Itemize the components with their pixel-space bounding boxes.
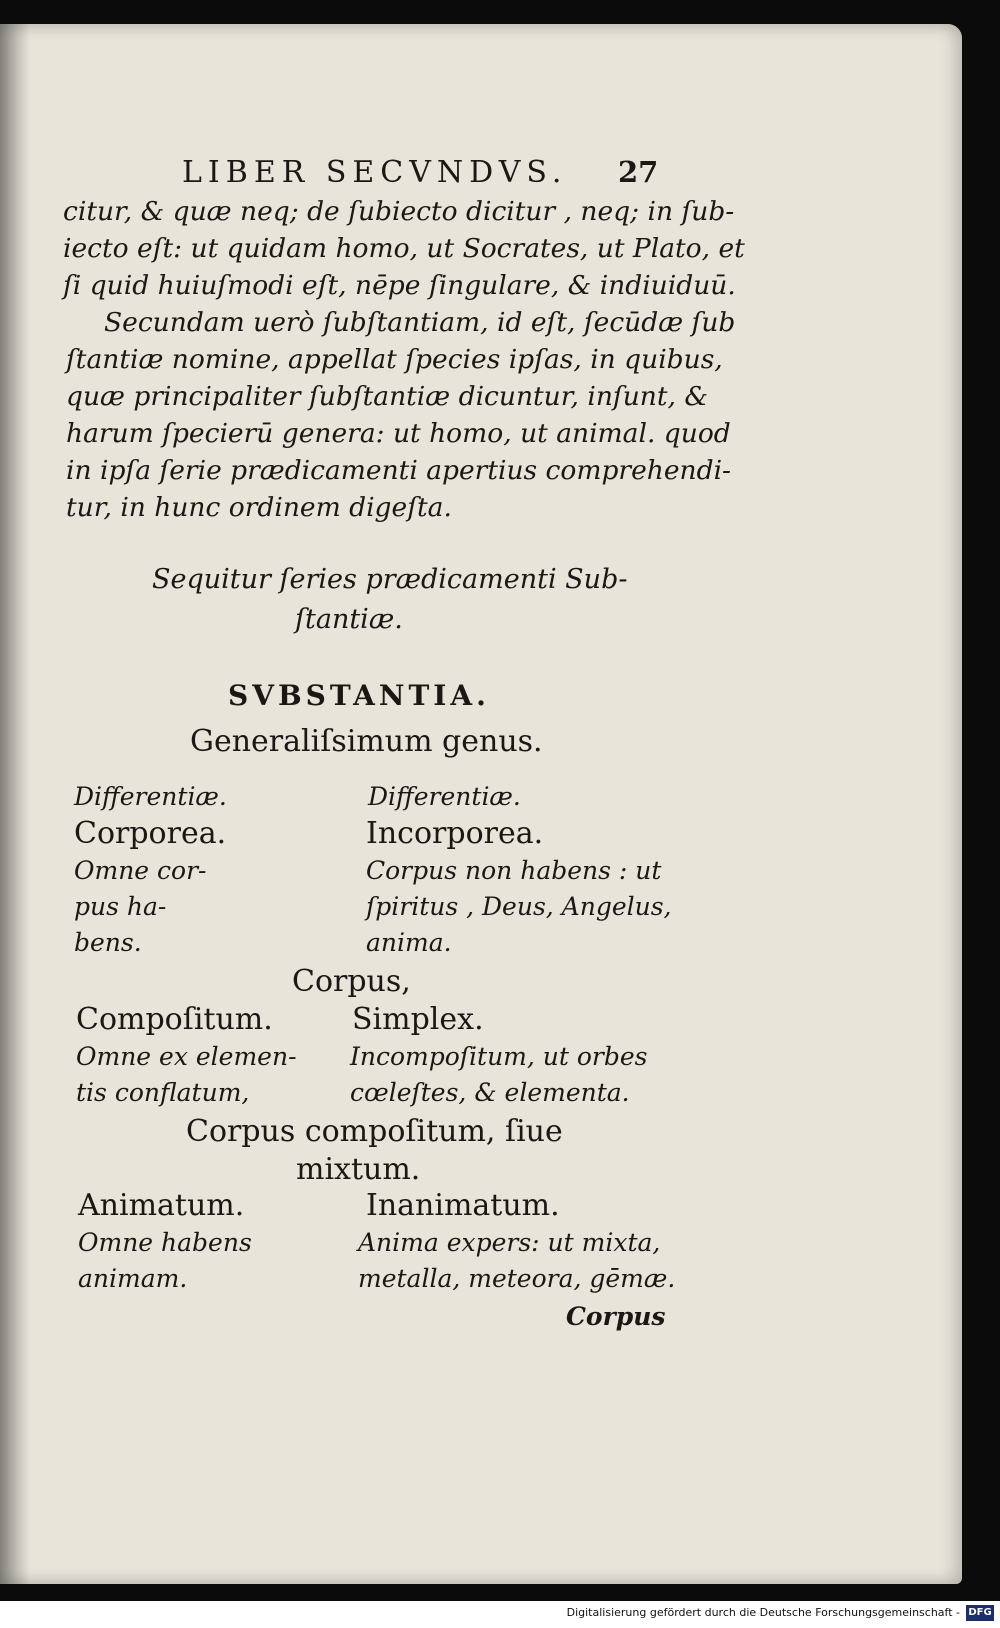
node-simplex: Simplex.	[352, 1002, 484, 1037]
catchword: Corpus	[566, 1302, 666, 1331]
node-incorporea: Incorporea.	[366, 816, 544, 851]
node-mixtum: mixtum.	[296, 1152, 421, 1187]
footer-credit: Digitalisierung gefördert durch die Deutsche Forschungsgemeinschaft -	[566, 1606, 960, 1619]
table-caption-line: ſtantiæ.	[295, 604, 403, 635]
paragraph-line: iecto eſt: ut quidam homo, ut Socrates, ut Plato, et	[63, 233, 745, 264]
node-description: Omne cor-	[74, 856, 207, 885]
node-description: Anima expers: ut mixta,	[358, 1228, 661, 1257]
paragraph-line: quæ principaliter ſubſtantiæ dicuntur, inſunt, &	[66, 381, 708, 412]
paragraph-line: ſi quid huiuſmodi eſt, nēpe ſingulare, & indiuiduū.	[63, 270, 736, 301]
node-description: bens.	[74, 928, 142, 957]
node-corpus: Corpus,	[292, 964, 411, 999]
node-description: Corpus non habens : ut	[366, 856, 662, 885]
node-description: tis conflatum,	[76, 1078, 250, 1107]
node-description: ſpiritus , Deus, Angelus,	[366, 892, 672, 921]
book-page	[0, 24, 962, 1584]
footer-bar	[0, 1601, 1000, 1628]
tree-root: SVBSTANTIA.	[228, 679, 490, 712]
page-number: 27	[618, 155, 659, 189]
paragraph-line: harum ſpecierū genera: ut homo, ut animal. quod	[66, 418, 731, 449]
paragraph-line: Secundam uerò ſubſtantiam, id eſt, ſecūdæ ſub	[104, 307, 736, 338]
node-description: cœleſtes, & elementa.	[350, 1078, 630, 1107]
node-compositum: Compoſitum.	[76, 1002, 273, 1037]
dfg-logo-icon: DFG	[966, 1605, 994, 1621]
tree-root-subtitle: Generaliſsimum genus.	[190, 724, 543, 759]
node-animatum: Animatum.	[78, 1188, 245, 1223]
node-description: animam.	[78, 1264, 188, 1293]
node-corporea: Corporea.	[74, 816, 227, 851]
paragraph-line: citur, & quæ neq; de ſubiecto dicitur , neq; in ſub-	[63, 196, 735, 227]
node-corpus-compositum: Corpus compoſitum, ſiue	[186, 1114, 563, 1149]
paragraph-line: tur, in hunc ordinem digeſta.	[66, 492, 452, 523]
node-description: anima.	[366, 928, 452, 957]
node-description: metalla, meteora, gēmæ.	[358, 1264, 676, 1293]
node-description: Incompoſitum, ut orbes	[350, 1042, 648, 1071]
node-description: pus ha-	[74, 892, 167, 921]
node-description: Omne ex elemen-	[76, 1042, 297, 1071]
differentia-label: Differentiæ.	[368, 782, 521, 811]
table-caption-line: Sequitur ſeries prædicamenti Sub-	[152, 564, 628, 595]
differentia-label: Differentiæ.	[74, 782, 227, 811]
running-title: LIBER SECVNDVS.	[182, 155, 568, 190]
paragraph-line: in ipſa ſerie prædicamenti apertius comprehendi-	[66, 455, 731, 486]
node-description: Omne habens	[78, 1228, 252, 1257]
paragraph-line: ſtantiæ nomine, appellat ſpecies ipſas, in quibus,	[66, 344, 723, 375]
node-inanimatum: Inanimatum.	[366, 1188, 560, 1223]
